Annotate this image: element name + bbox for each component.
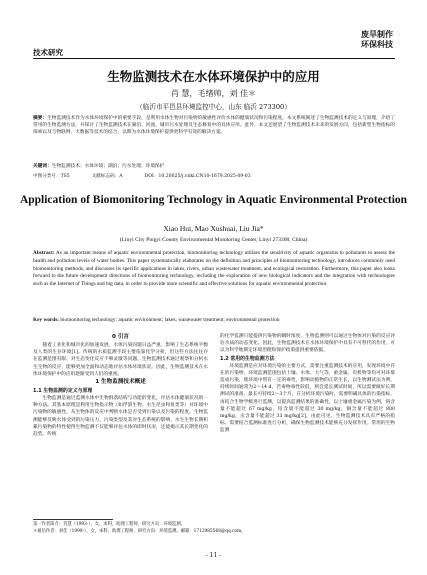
keywords-cn-label: 关键词：	[33, 164, 52, 169]
brand-line-1: 废旱制作	[361, 30, 393, 39]
abstract-cn	[33, 116, 395, 137]
article-title-en: Application of Biomonitoring Technology in Aquatic Environmental Protection	[19, 194, 408, 206]
intro-heading: 0 引言	[111, 334, 130, 340]
abstract-cn-text: 生物监测技术作为水体环境保护中的重要手段，是利用水体生物对污染物的敏感性评价水体的健康状况和污染程度。本文系统阐述了生物监测技术的定义与原理，介绍了常用的生物监测方法，并探讨了生物监测技术在湖泊、河流、城市污水处理及生态修复中的具体应用。此外，本文还展望了生物监测技术未来的发展方向，包括新型生物指标的探索以及与物联网、大数据等技术的结合，以期为水体环境保护提供更科学有效的解决方案。	[33, 116, 395, 135]
abstract-cn-label: 摘要：	[33, 116, 48, 121]
article-title-cn: 生物监测技术在水体环境保护中的应用	[107, 69, 320, 84]
abstract-en-label: Abstract:	[33, 250, 55, 256]
header-rule	[33, 58, 395, 59]
section-1-1-paragraph: 生物监测是通过监测水体中生物群落结构与功能的变化，评估水体健康状况的一种方法。其基本原理是利用生物指示物（如浮游生物、水生昆虫和鱼类等）对环境中污染物的敏感性，从生物体的反应中判断水体是否受到污染以及污染的程度。生物监测能够反映水体受到的污染压力，污染类型及其对生态系统的影响。水生生物长期积累污染物的特性使得生物监测不仅能够评估水体的即时状况，还能揭示其长期变化的趋势。传统	[33, 396, 208, 438]
footnote-corresponding-author: ＊通信作者：刘佳（1998-），女，本科，助理工程师，研究方向：环境监测。邮箱：1712985568@qq.com。	[33, 529, 246, 534]
document-code: 文献标志码：A	[91, 174, 123, 179]
clc-number: 中图分类号：TS5	[33, 174, 70, 179]
section-1-2-paragraph: 环境监测是应对环境污染的主要方式，需要注重监测技术的应用，发现环境中存在的污染物，环境监测范围包括土壤、水体、大气等，重金属、有机物等均可对环境造成污染，使环境中带有一定的毒性，影响动植物的正常生长，以生物测试法为例，持续时间通常为2～14 d，若毒物毒性较低，则会延长测试时间，所以需要做好长期测试的准备，最长可持续2～3个月，在分析环境污染时，需要明确具体的污染指标，再结合生物学级进行监测，以提高监测结果的准确性。以土壤重金属污染为例，铬含量不能超过 67 mg/kg，铅含量不能超过 30 mg/kg，铜含量不能超过 800 mg/kg，汞含量不能超过 33 mg/kg[2]。由此可见，生物监测技术具有严格的指标。需要结合监测标准进行分析，确保生物监测技术能够充分发挥作用。常用的生物监测	[220, 363, 395, 434]
page-number: - 11 -	[205, 552, 222, 559]
section-1-heading: 1 生物监测技术概述	[95, 379, 146, 386]
keywords-en-label: Key words:	[33, 317, 60, 323]
brand-line-2: 环保科技	[361, 40, 393, 49]
intro-paragraph: 随着工业化和城市化的加速发展，水体污染问题日益严重，影响了生态系统平衡及人类的生存环境[1]。传统的水质监测手段主要依靠化学分析，但这些方法往往存在监测范围有限、对生态变化反应不够灵敏等问题。生物监测技术通过观察和分析水生生物的反应，能够更加全面和动态地评估水体环境状况。因此，生物监测技术在水体环境保护中的应用逐渐受到人们的重视。	[33, 343, 208, 377]
abstract-en	[33, 250, 395, 289]
section-1-1-continued: 的化学监测只能提供污染物的瞬时浓度，生物监测则可以通过生物体对污染的反应评估水质的动态变化。因此，生物监测技术在水体环境保护中具有不可替代的作用，可以为科学地制定环境治理和保护政策提供重要依据。	[220, 334, 395, 354]
authors-cn: 肖 慧，毛绪帅，刘 佳＊	[170, 89, 257, 98]
section-1-1-heading: 1.1 生物监测的定义与原理	[33, 388, 93, 395]
keywords-en-text: biomonitoring technology; aquatic environment; lakes; wastewater treatment; environmental protection	[59, 317, 280, 323]
keywords-cn-text: 生物监测技术；水体环境；湖泊；污水处理；环境保护	[51, 164, 165, 169]
article-meta	[33, 173, 395, 179]
keywords-cn	[33, 164, 395, 171]
journal-brand	[361, 30, 393, 50]
section-1-2-heading: 1.2 常用的生物监测方法	[220, 355, 275, 362]
authors-en: Xiao Hui, Mao Xushuai, Liu Jia*	[163, 224, 264, 233]
footnote-rule	[33, 519, 113, 520]
footnote-first-author: 第一作者简介：肖慧（1993-），女，本科，助理工程师，研究方向：环境监测。	[33, 522, 186, 527]
affiliation-cn: （临沂市平邑县环境监控中心，山东 临沂 273300）	[136, 103, 291, 111]
abstract-en-text: As an important means of aquatic environmental protection, biomonitoring technology utilizes the sensitivity of aquatic organisms to pollutants to assess the health and pollution levels of water bodies. This paper systematically elaborates on the definition and principles of biomonitoring technology, introduces commonly used biomonitoring methods, and discusses its specific applications in lakes, rivers, urban wastewater treatment, and ecological restoration. Furthermore, this paper also looks forward to the future development directions of biomonitoring technology, including the exploration of new biological indicators and the integration with technologies such as the Internet of Things and big data, in order to provide more scientific and effective solutions for aquatic environmental protection.	[33, 250, 395, 288]
keywords-en	[33, 317, 395, 325]
section-label: 技术研究	[33, 48, 63, 57]
body-column-right	[220, 333, 395, 435]
affiliation-en: (Linyi City Pingyi County Environmental Monitoring Center, Linyi 273300, China)	[119, 237, 308, 243]
body-column-left	[33, 333, 208, 438]
doi[interactable]: DOI：10.20025/j.cnki.CN10-1679.2025-09-03	[144, 174, 251, 179]
